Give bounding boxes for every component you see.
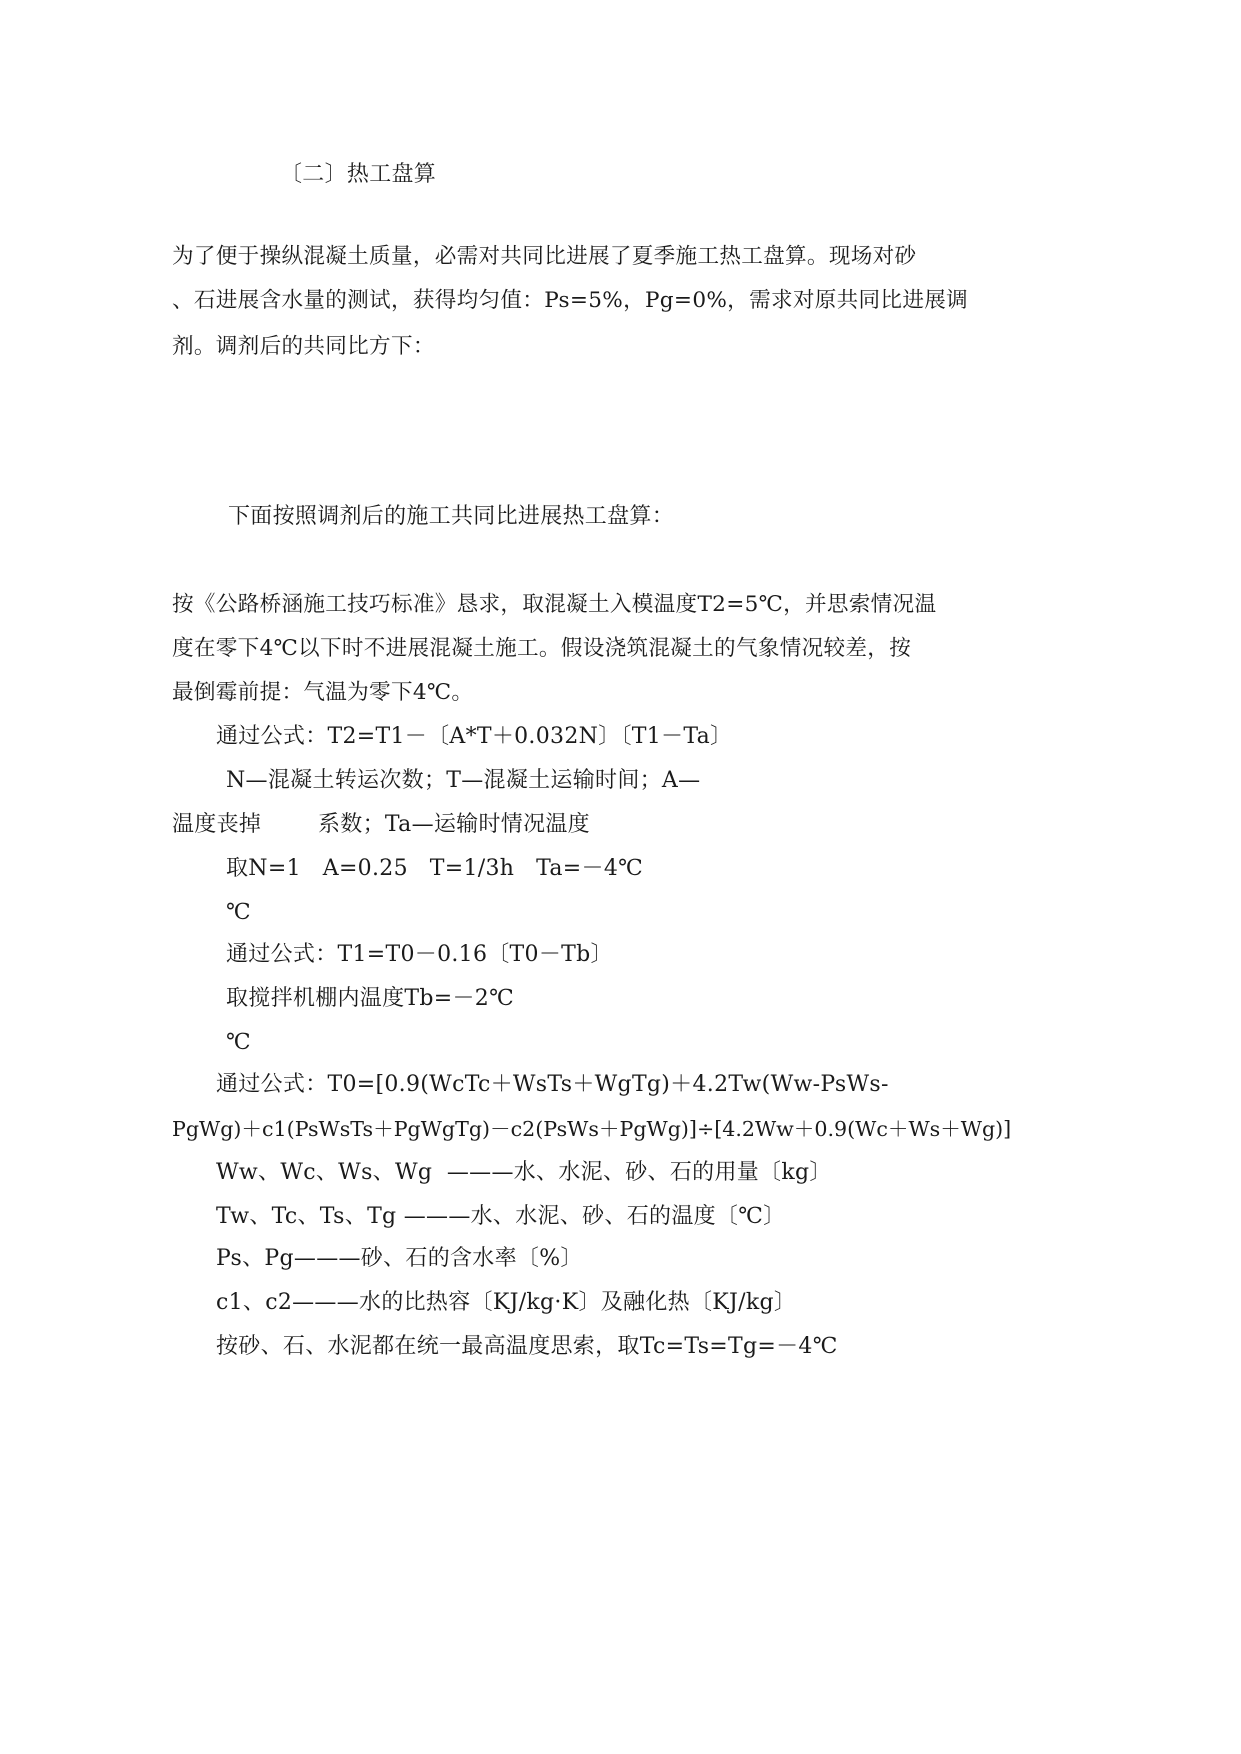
definition-line: 按砂、石、水泥都在统一最高温度思索，取Tc=Ts=Tg=－4℃: [216, 1334, 838, 1359]
definition-line: Tw、Tc、Ts、Tg ———水、水泥、砂、石的温度〔℃〕: [216, 1204, 786, 1229]
formula-t0-line-2: PgWg)＋c1(PsWsTs＋PgWgTg)－c2(PsWs＋PgWg)]÷[4.2Ww＋0.9(Wc＋Ws＋Wg)]: [172, 1117, 1012, 1141]
intro-paragraph-line-2: 、石进展含水量的测试，获得均匀值：Ps=5%，Pg=0%，需求对原共同比进展调: [172, 288, 969, 313]
intro-paragraph-line-3: 剂。调剂后的共同比方下：: [172, 334, 435, 359]
formula-t1: 通过公式：T1=T0－0.16〔T0－Tb〕: [226, 942, 613, 967]
definition-line: Ww、Wc、Ws、Wg ———水、水泥、砂、石的用量〔kg〕: [216, 1160, 832, 1185]
definition-line: c1、c2———水的比热容〔KJ/kg·K〕及融化热〔KJ/kg〕: [216, 1290, 797, 1315]
formula-t0-line-1: 通过公式：T0=[0.9(WcTc＋WsTs＋WgTg)＋4.2Tw(Ww-PsWs-: [216, 1072, 889, 1097]
formula-t2-definitions-line-2b: 系数；Ta—运输时情况温度: [318, 812, 590, 837]
standard-paragraph-line-1: 按《公路桥涵施工技巧标准》恳求，取混凝土入模温度T2=5℃，并思索情况温: [172, 592, 937, 617]
formula-t1-values: 取搅拌机棚内温度Tb=－2℃: [226, 986, 514, 1011]
standard-paragraph-line-2: 度在零下4℃以下时不进展混凝土施工。假设浇筑混凝土的气象情况较差，按: [172, 636, 912, 661]
formula-t1-unit: ℃: [226, 1030, 251, 1055]
intro-paragraph-line-1: 为了便于操纵混凝土质量，必需对共同比进展了夏季施工热工盘算。现场对砂: [172, 244, 917, 269]
formula-t2-unit: ℃: [226, 900, 251, 925]
formula-t2: 通过公式：T2=T1－〔A*T＋0.032N〕〔T1－Ta〕: [216, 724, 733, 749]
formula-t2-definitions-line-1: N—混凝土转运次数；T—混凝土运输时间；A—: [226, 768, 701, 793]
formula-t2-definitions-line-2a: 温度丧掉: [172, 812, 262, 837]
definition-line: Ps、Pg———砂、石的含水率〔%〕: [216, 1246, 583, 1271]
calc-lead-sentence: 下面按照调剂后的施工共同比进展热工盘算：: [228, 504, 675, 529]
standard-paragraph-line-3: 最倒霉前提：气温为零下4℃。: [172, 680, 474, 705]
section-heading: 〔二〕热工盘算: [280, 162, 437, 187]
formula-t2-values: 取N=1 A=0.25 T=1/3h Ta=－4℃: [226, 856, 644, 881]
